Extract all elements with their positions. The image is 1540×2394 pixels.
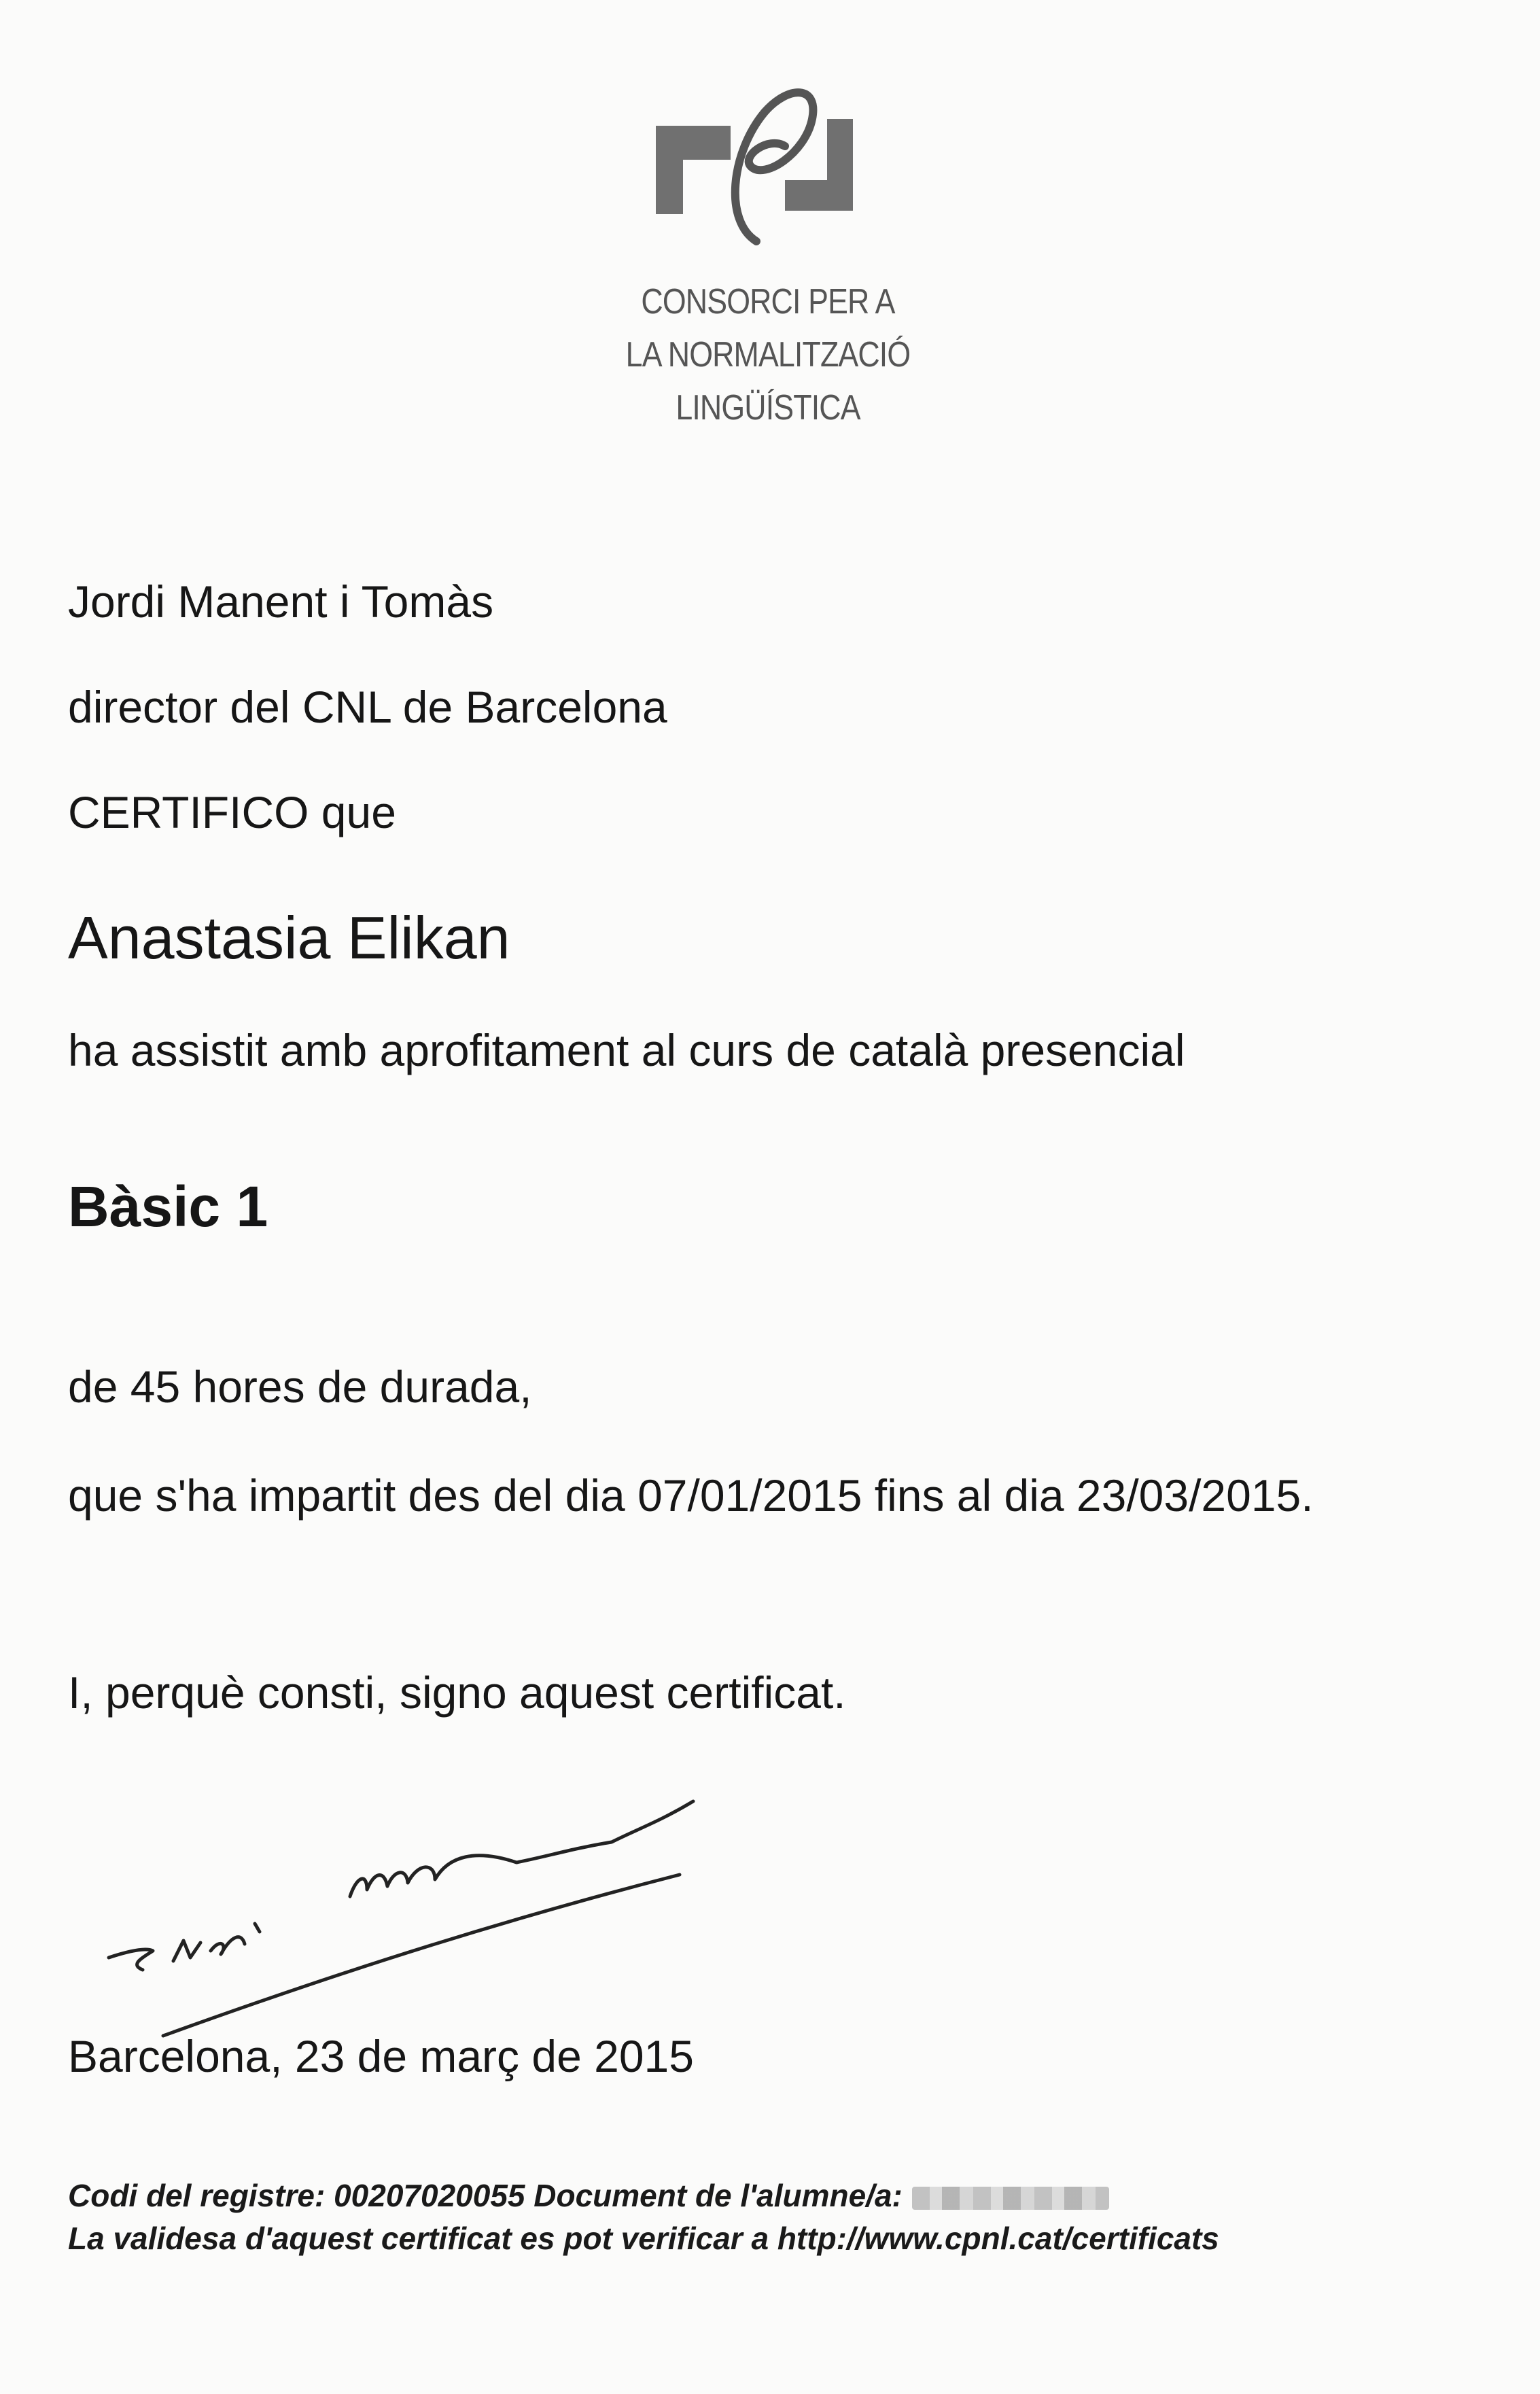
org-name-line-2: LA NORMALITZACIÓ (625, 335, 911, 375)
certify-statement: CERTIFICO que (68, 787, 396, 837)
place-and-date: Barcelona, 23 de març de 2015 (68, 2031, 694, 2081)
course-dates: que s'ha impartit des del dia 07/01/2015 fins al dia 23/03/2015. (68, 1470, 1314, 1521)
registry-label: Codi del registre: 00207020055 Document de l'alumne/a: (68, 2178, 903, 2213)
closing-statement: I, perquè consti, signo aquest certificat. (68, 1667, 846, 1718)
student-name: Anastasia Elikan (68, 904, 510, 971)
cpnl-logo (649, 71, 867, 275)
course-duration: de 45 hores de durada, (68, 1361, 532, 1412)
signer-role: director del CNL de Barcelona (68, 682, 667, 732)
course-title: Bàsic 1 (68, 1175, 268, 1238)
handwritten-signature (82, 1754, 707, 2039)
org-name-line-1: CONSORCI PER A (641, 282, 895, 322)
verification-line: La validesa d'aquest certificat es pot verificar a http://www.cpnl.cat/certificats (68, 2221, 1219, 2256)
org-name-line-3: LINGÜÍSTICA (676, 388, 860, 428)
organization-name (570, 275, 967, 434)
signer-name: Jordi Manent i Tomàs (68, 576, 494, 627)
redacted-document-id (912, 2187, 1109, 2210)
registry-code-line (68, 2175, 1109, 2216)
attendance-statement: ha assistit amb aprofitament al curs de català presencial (68, 1025, 1185, 1075)
